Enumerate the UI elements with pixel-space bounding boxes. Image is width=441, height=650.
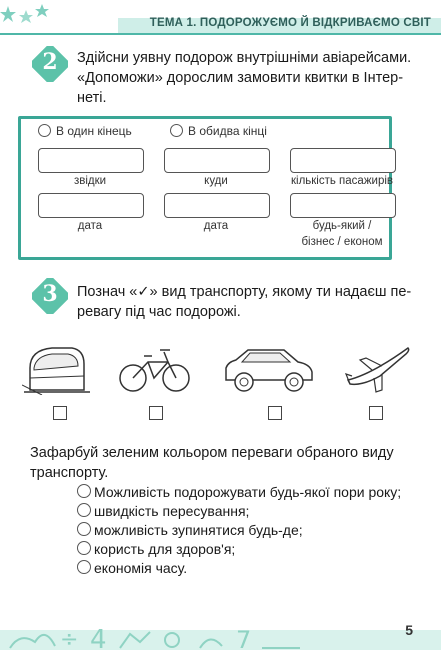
option-item[interactable] bbox=[77, 503, 249, 519]
option-item[interactable] bbox=[77, 541, 235, 557]
from-label: звідки bbox=[73, 175, 107, 187]
svg-text:4: 4 bbox=[90, 625, 107, 650]
option-label: Можливість подорожувати будь-якої пори року; bbox=[94, 484, 402, 500]
from-field[interactable] bbox=[38, 148, 144, 173]
class-field[interactable] bbox=[290, 193, 396, 218]
car-checkbox[interactable] bbox=[268, 406, 282, 420]
decorative-stars-icon bbox=[0, 0, 60, 34]
task-2-line: «Допоможи» дорослим замовити квитки в Інтер- bbox=[77, 70, 404, 86]
radio-one-way[interactable] bbox=[38, 124, 132, 138]
task-2-line: Здійсни уявну подорож внутрішніми авіарейсами. bbox=[77, 50, 412, 66]
color-instruction bbox=[30, 443, 412, 483]
class-label-2: бізнес / економ bbox=[301, 236, 383, 248]
option-circle-icon[interactable] bbox=[77, 484, 91, 498]
radio-round-trip[interactable] bbox=[170, 124, 267, 138]
date-field-2[interactable] bbox=[164, 193, 270, 218]
bicycle-checkbox[interactable] bbox=[149, 406, 163, 420]
bicycle-icon bbox=[118, 340, 192, 395]
task-3-badge bbox=[32, 278, 68, 314]
page-number: 5 bbox=[405, 622, 413, 638]
footer-decoration-icon bbox=[0, 612, 441, 650]
task-2-number: 2 bbox=[42, 49, 58, 75]
option-circle-icon[interactable] bbox=[77, 541, 91, 555]
option-circle-icon[interactable] bbox=[77, 560, 91, 574]
option-item[interactable] bbox=[77, 484, 401, 500]
instruction-line: транспорту. bbox=[30, 465, 109, 481]
svg-text:7: 7 bbox=[236, 626, 252, 650]
option-item[interactable] bbox=[77, 522, 303, 538]
airplane-checkbox[interactable] bbox=[369, 406, 383, 420]
passengers-label: кількість пасажирів bbox=[290, 175, 394, 187]
task-3-number: 3 bbox=[42, 281, 58, 307]
train-checkbox[interactable] bbox=[53, 406, 67, 420]
task-2-line: неті. bbox=[77, 90, 107, 106]
class-label-1: будь-який / bbox=[312, 220, 372, 232]
radio-label: В один кінець bbox=[56, 124, 132, 138]
page-header bbox=[0, 0, 441, 34]
task-3-line: Познач «✓» вид транспорту, якому ти надаєш пе- bbox=[77, 284, 412, 300]
option-label: швидкість пересування; bbox=[94, 503, 250, 519]
train-icon bbox=[22, 340, 92, 395]
radio-circle-icon[interactable] bbox=[38, 124, 51, 137]
instruction-line: Зафарбуй зеленим кольором переваги обраного виду bbox=[30, 445, 394, 461]
option-label: користь для здоров'я; bbox=[94, 541, 236, 557]
option-item[interactable] bbox=[77, 560, 187, 576]
passengers-field[interactable] bbox=[290, 148, 396, 173]
option-circle-icon[interactable] bbox=[77, 522, 91, 536]
date-field-1[interactable] bbox=[38, 193, 144, 218]
car-icon bbox=[222, 340, 316, 395]
option-label: економія часу. bbox=[94, 560, 188, 576]
to-field[interactable] bbox=[164, 148, 270, 173]
svg-text:÷: ÷ bbox=[60, 627, 79, 650]
option-circle-icon[interactable] bbox=[77, 503, 91, 517]
radio-label: В обидва кінці bbox=[188, 124, 267, 138]
to-label: куди bbox=[204, 175, 228, 187]
task-2-badge bbox=[32, 46, 68, 82]
radio-circle-icon[interactable] bbox=[170, 124, 183, 137]
option-label: можливість зупинятися будь-де; bbox=[94, 522, 303, 538]
airplane-icon bbox=[342, 340, 412, 395]
task-3-line: ревагу під час подорожі. bbox=[77, 304, 241, 320]
task-2-text bbox=[77, 48, 422, 108]
task-3-text bbox=[77, 282, 412, 322]
page-header-title: ТЕМА 1. ПОДОРОЖУЄМО Й ВІДКРИВАЄМО СВІТ bbox=[149, 17, 431, 29]
date-label-2: дата bbox=[203, 220, 229, 232]
date-label-1: дата bbox=[77, 220, 103, 232]
header-divider bbox=[0, 33, 441, 35]
